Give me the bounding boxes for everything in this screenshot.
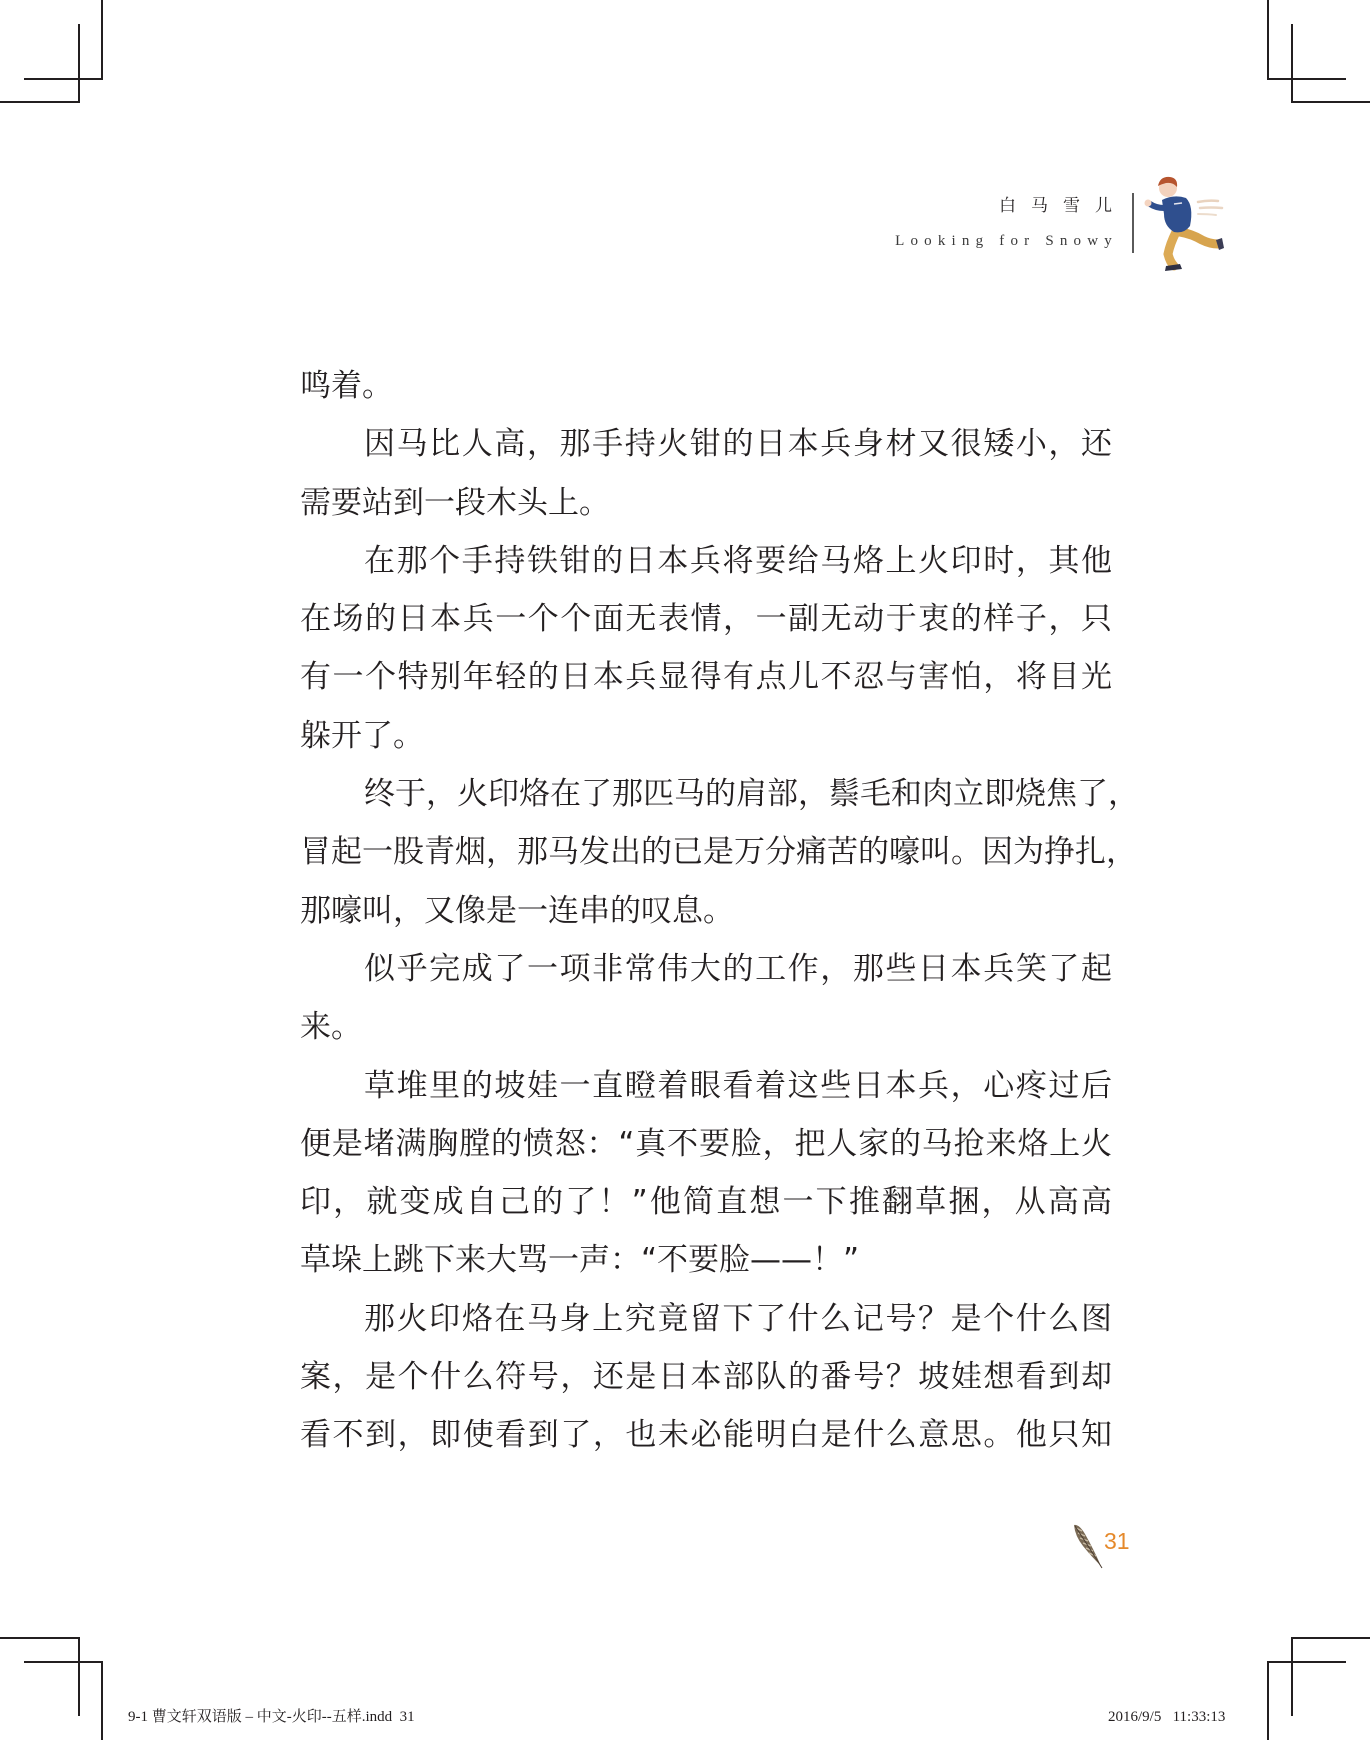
text-line: 冒起一股青烟，那马发出的已是万分痛苦的嚎叫。因为挣扎， [300, 834, 1137, 871]
crop-mark-top-right-v2 [1291, 24, 1293, 103]
feather-icon [1071, 1522, 1105, 1570]
crop-mark-bottom-right-v2 [1267, 1661, 1269, 1740]
text-line: 有一个特别年轻的日本兵显得有点儿不忍与害怕，将目光 [300, 659, 1112, 696]
slug-file-info: 9-1 曹文轩双语版 – 中文-火印--五样.indd 31 [128, 1709, 415, 1725]
text-line: 草堆里的坡娃一直瞪着眼看着这些日本兵，心疼过后 [364, 1067, 1112, 1104]
crop-mark-top-left-v1 [101, 0, 103, 79]
crop-mark-top-right-h1 [1267, 78, 1346, 80]
text-line: 鸣着。 [300, 368, 393, 404]
slug-timestamp: 2016/9/5 11:33:13 [1108, 1709, 1226, 1725]
text-line: 那嚎叫，又像是一连串的叹息。 [300, 892, 734, 929]
text-line: 草垛上跳下来大骂一声：“不要脸——！” [300, 1242, 860, 1279]
text-line: 在那个手持铁钳的日本兵将要给马烙上火印时，其他 [364, 542, 1112, 579]
crop-mark-bottom-left-v1 [78, 1637, 80, 1716]
crop-mark-top-left-h2 [0, 101, 79, 103]
crop-mark-top-left-v2 [78, 24, 80, 103]
text-line: 那火印烙在马身上究竟留下了什么记号？是个什么图 [364, 1300, 1112, 1337]
crop-mark-top-left-h1 [24, 78, 103, 80]
text-line: 需要站到一段木头上。 [300, 484, 610, 521]
crop-mark-top-right-h2 [1291, 101, 1370, 103]
text-line: 因马比人高，那手持火钳的日本兵身材又很矮小，还 [364, 426, 1112, 463]
text-line: 终于，火印烙在了那匹马的肩部，鬃毛和肉立即烧焦了， [364, 776, 1139, 813]
running-boy-illustration [1140, 174, 1230, 274]
crop-mark-bottom-left-h1 [0, 1637, 79, 1639]
folio [1071, 1522, 1151, 1572]
book-title-english: Looking for Snowy [895, 233, 1118, 249]
crop-mark-bottom-right-h2 [1267, 1661, 1346, 1663]
book-title-chinese: 白马雪儿 [999, 196, 1127, 216]
text-line: 躲开了。 [300, 717, 424, 754]
body-text [300, 357, 1139, 1465]
text-line: 便是堵满胸膛的愤怒：“真不要脸，把人家的马抢来烙上火 [300, 1125, 1112, 1162]
text-line: 看不到，即使看到了，也未必能明白是什么意思。他只知 [300, 1417, 1112, 1454]
crop-mark-bottom-right-v1 [1291, 1637, 1293, 1716]
crop-mark-bottom-left-h2 [24, 1661, 103, 1663]
text-line: 来。 [300, 1009, 362, 1046]
text-line: 案，是个什么符号，还是日本部队的番号？坡娃想看到却 [300, 1359, 1112, 1396]
text-line: 在场的日本兵一个个面无表情，一副无动于衷的样子，只 [300, 601, 1112, 638]
text-line: 印，就变成自己的了！”他简直想一下推翻草捆，从高高 [300, 1184, 1112, 1221]
crop-mark-top-right-v1 [1267, 0, 1269, 79]
crop-mark-bottom-right-h1 [1291, 1637, 1370, 1639]
text-line: 似乎完成了一项非常伟大的工作，那些日本兵笑了起 [364, 950, 1112, 987]
running-head-divider [1132, 193, 1134, 253]
page-number: 31 [1104, 1528, 1130, 1554]
crop-mark-bottom-left-v2 [101, 1661, 103, 1740]
